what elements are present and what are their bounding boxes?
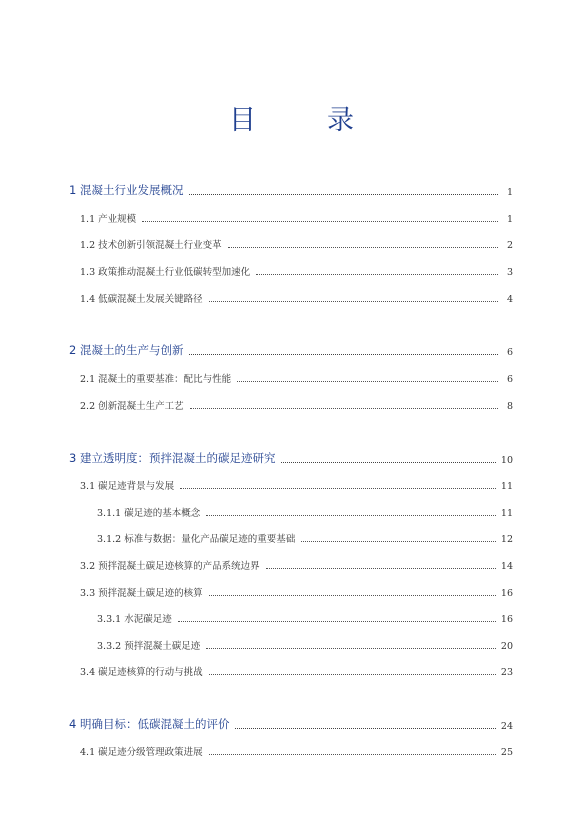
toc-entry-page: 23: [500, 667, 513, 678]
dot-leader: [189, 354, 498, 355]
toc-entry-page: 10: [500, 455, 513, 466]
toc-entry-section-2-2[interactable]: [80, 396, 513, 412]
toc-entry-chapter-2[interactable]: [69, 342, 513, 358]
toc-entry-page: 11: [500, 508, 513, 519]
toc-entry-page: 4: [506, 294, 513, 305]
dot-leader: [281, 462, 495, 463]
toc-entry-section-3-2[interactable]: [80, 556, 513, 572]
dot-leader: [235, 728, 495, 729]
toc-entry-label: 1.4 低碳混凝土发展关键路径: [80, 294, 203, 305]
dot-leader: [256, 274, 498, 275]
dot-leader: [209, 595, 496, 596]
dot-leader: [209, 754, 496, 755]
toc-entry-label: 3.1.1 碳足迹的基本概念: [97, 508, 201, 519]
toc-entry-label: 1.1 产业规模: [80, 214, 137, 225]
toc-entry-chapter-1[interactable]: [69, 182, 513, 198]
toc-entry-section-4-1[interactable]: [80, 742, 513, 758]
toc-entry-section-3-4[interactable]: [80, 662, 513, 678]
dot-leader: [178, 621, 496, 622]
toc-entry-page: 24: [500, 721, 513, 732]
dot-leader: [180, 488, 496, 489]
dot-leader: [209, 674, 496, 675]
toc-entry-section-1-4[interactable]: [80, 289, 513, 305]
toc-entry-page: 25: [500, 747, 513, 758]
toc-entry-chapter-4[interactable]: [69, 716, 513, 732]
toc-entry-section-3-1[interactable]: [80, 476, 513, 492]
toc-entry-label: 2.1 混凝土的重要基准：配比与性能: [80, 374, 232, 385]
dot-leader: [142, 221, 498, 222]
toc-entry-page: 16: [500, 614, 513, 625]
dot-leader: [266, 568, 496, 569]
toc-entry-subsection-3-1-2[interactable]: [97, 529, 513, 545]
toc-entry-section-2-1[interactable]: [80, 369, 513, 385]
toc-entry-subsection-3-1-1[interactable]: [97, 503, 513, 519]
toc-entry-label: 3.1.2 标准与数据：量化产品碳足迹的重要基础: [97, 534, 296, 545]
dot-leader: [301, 541, 496, 542]
toc-entry-label: 3.2 预拌混凝土碳足迹核算的产品系统边界: [80, 561, 260, 572]
toc-entry-chapter-3[interactable]: [69, 450, 513, 466]
toc-entry-page: 1: [506, 187, 513, 198]
dot-leader: [209, 301, 498, 302]
toc-entry-label: 1.3 政策推动混凝土行业低碳转型加速化: [80, 267, 251, 278]
toc-entry-label: 4.1 碳足迹分级管理政策进展: [80, 747, 203, 758]
dot-leader: [206, 648, 496, 649]
toc-entry-label: 2.2 创新混凝土生产工艺: [80, 401, 184, 412]
toc-entry-label: 3.3.1 水泥碳足迹: [97, 614, 172, 625]
toc-entry-label: 3.4 碳足迹核算的行动与挑战: [80, 667, 203, 678]
toc-entry-page: 6: [506, 347, 513, 358]
toc-entry-page: 16: [500, 588, 513, 599]
dot-leader: [237, 381, 498, 382]
toc-entry-label: 1.2 技术创新引领混凝土行业变革: [80, 240, 222, 251]
dot-leader: [189, 194, 498, 195]
dot-leader: [228, 247, 498, 248]
toc-entry-section-1-1[interactable]: [80, 209, 513, 225]
toc-entry-page: 3: [506, 267, 513, 278]
toc-entry-label: 3.3.2 预拌混凝土碳足迹: [97, 641, 201, 652]
toc-entry-label: 4 明确目标：低碳混凝土的评价: [69, 717, 230, 731]
toc-entry-page: 14: [500, 561, 513, 572]
toc-entry-label: 3 建立透明度：预拌混凝土的碳足迹研究: [69, 451, 276, 465]
toc-entry-page: 2: [506, 240, 513, 251]
toc-entry-page: 11: [500, 481, 513, 492]
toc-entry-label: 1 混凝土行业发展概况: [69, 183, 184, 197]
toc-entry-page: 6: [506, 374, 513, 385]
toc-entry-page: 8: [506, 401, 513, 412]
toc-entry-label: 2 混凝土的生产与创新: [69, 343, 184, 357]
toc-entry-subsection-3-3-1[interactable]: [97, 609, 513, 625]
dot-leader: [190, 408, 498, 409]
dot-leader: [206, 515, 496, 516]
toc-entry-section-1-2[interactable]: [80, 235, 513, 251]
toc-entry-subsection-3-3-2[interactable]: [97, 636, 513, 652]
toc-entry-label: 3.1 碳足迹背景与发展: [80, 481, 175, 492]
toc-entry-page: 20: [500, 641, 513, 652]
toc-entry-section-1-3[interactable]: [80, 262, 513, 278]
toc-entry-page: 1: [506, 214, 513, 225]
toc-entry-section-3-3[interactable]: [80, 583, 513, 599]
page-title: 目 录: [229, 105, 376, 136]
toc-entry-label: 3.3 预拌混凝土碳足迹的核算: [80, 588, 203, 599]
toc-entry-page: 12: [500, 534, 513, 545]
